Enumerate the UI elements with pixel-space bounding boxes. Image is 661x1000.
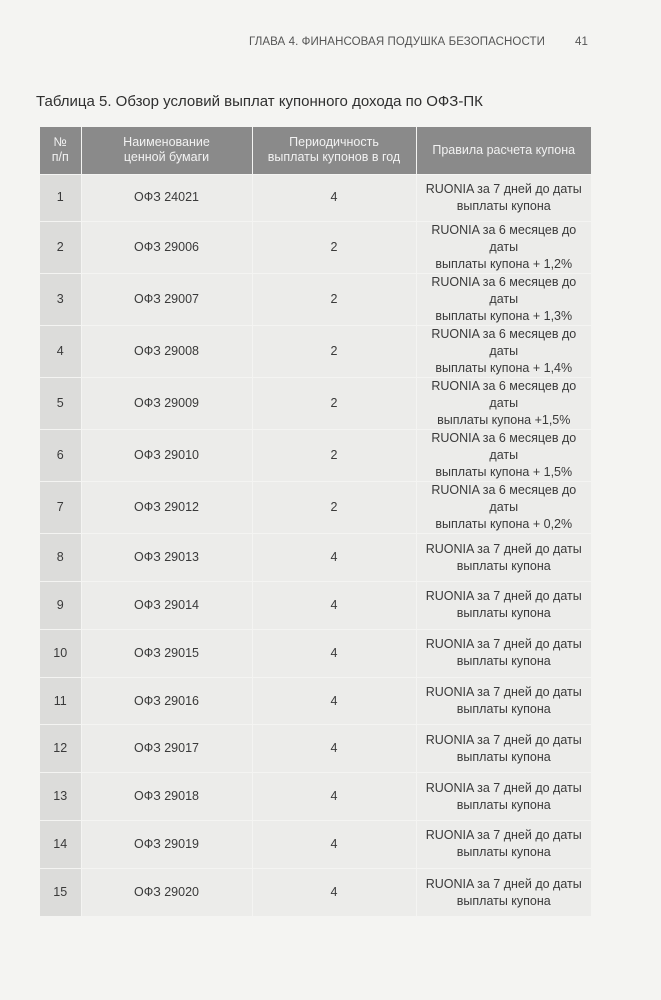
row-number: 8 (40, 534, 81, 582)
coupon-rule: RUONIA за 6 месяцев до даты выплаты купона + 0,2% (416, 482, 591, 534)
coupon-rule: RUONIA за 7 дней до даты выплаты купона (416, 534, 591, 582)
security-name: ОФЗ 29017 (81, 725, 252, 773)
security-name: ОФЗ 24021 (81, 174, 252, 222)
coupon-rule: RUONIA за 7 дней до даты выплаты купона (416, 868, 591, 916)
security-name: ОФЗ 29012 (81, 482, 252, 534)
running-head (249, 36, 588, 48)
row-number: 1 (40, 174, 81, 222)
row-number: 7 (40, 482, 81, 534)
table-row (40, 222, 591, 274)
table-row (40, 534, 591, 582)
coupon-rule: RUONIA за 7 дней до даты выплаты купона (416, 773, 591, 821)
payment-frequency: 4 (252, 629, 416, 677)
security-name: ОФЗ 29010 (81, 430, 252, 482)
security-name: ОФЗ 29018 (81, 773, 252, 821)
row-number: 11 (40, 677, 81, 725)
payment-frequency: 4 (252, 582, 416, 630)
table-body (40, 174, 591, 916)
row-number: 12 (40, 725, 81, 773)
security-name: ОФЗ 29014 (81, 582, 252, 630)
payment-frequency: 2 (252, 326, 416, 378)
table-row (40, 430, 591, 482)
header-number: № п/п (40, 127, 81, 174)
row-number: 10 (40, 629, 81, 677)
table-row (40, 174, 591, 222)
payment-frequency: 4 (252, 534, 416, 582)
payment-frequency: 2 (252, 274, 416, 326)
security-name: ОФЗ 29013 (81, 534, 252, 582)
table-row (40, 677, 591, 725)
table-header-row (40, 127, 591, 174)
payment-frequency: 2 (252, 482, 416, 534)
row-number: 15 (40, 868, 81, 916)
coupon-rule: RUONIA за 6 месяцев до даты выплаты купона + 1,5% (416, 430, 591, 482)
coupon-rule: RUONIA за 7 дней до даты выплаты купона (416, 582, 591, 630)
table-row (40, 868, 591, 916)
payment-frequency: 4 (252, 725, 416, 773)
table-caption: Таблица 5. Обзор условий выплат купонного дохода по ОФЗ-ПК (36, 93, 483, 110)
row-number: 9 (40, 582, 81, 630)
table-row (40, 582, 591, 630)
security-name: ОФЗ 29009 (81, 378, 252, 430)
chapter-title: ГЛАВА 4. ФИНАНСОВАЯ ПОДУШКА БЕЗОПАСНОСТИ (249, 36, 545, 48)
security-name: ОФЗ 29015 (81, 629, 252, 677)
coupon-table (40, 127, 591, 916)
table-row (40, 274, 591, 326)
table-row (40, 725, 591, 773)
row-number: 14 (40, 821, 81, 869)
security-name: ОФЗ 29016 (81, 677, 252, 725)
payment-frequency: 4 (252, 773, 416, 821)
row-number: 5 (40, 378, 81, 430)
security-name: ОФЗ 29019 (81, 821, 252, 869)
payment-frequency: 2 (252, 378, 416, 430)
coupon-rule: RUONIA за 7 дней до даты выплаты купона (416, 174, 591, 222)
header-coupon-rules: Правила расчета купона (416, 127, 591, 174)
row-number: 3 (40, 274, 81, 326)
coupon-rule: RUONIA за 6 месяцев до даты выплаты купона + 1,2% (416, 222, 591, 274)
security-name: ОФЗ 29006 (81, 222, 252, 274)
table-row (40, 629, 591, 677)
coupon-rule: RUONIA за 7 дней до даты выплаты купона (416, 677, 591, 725)
coupon-rule: RUONIA за 7 дней до даты выплаты купона (416, 629, 591, 677)
table-row (40, 773, 591, 821)
payment-frequency: 4 (252, 868, 416, 916)
payment-frequency: 2 (252, 222, 416, 274)
table-row (40, 821, 591, 869)
coupon-rule: RUONIA за 7 дней до даты выплаты купона (416, 725, 591, 773)
security-name: ОФЗ 29008 (81, 326, 252, 378)
coupon-rule: RUONIA за 6 месяцев до даты выплаты купона +1,5% (416, 378, 591, 430)
security-name: ОФЗ 29007 (81, 274, 252, 326)
payment-frequency: 4 (252, 174, 416, 222)
payment-frequency: 2 (252, 430, 416, 482)
header-frequency: Периодичность выплаты купонов в год (252, 127, 416, 174)
coupon-rule: RUONIA за 7 дней до даты выплаты купона (416, 821, 591, 869)
table-row (40, 482, 591, 534)
payment-frequency: 4 (252, 821, 416, 869)
page-number: 41 (575, 36, 588, 48)
table-row (40, 326, 591, 378)
row-number: 4 (40, 326, 81, 378)
row-number: 13 (40, 773, 81, 821)
payment-frequency: 4 (252, 677, 416, 725)
security-name: ОФЗ 29020 (81, 868, 252, 916)
table-row (40, 378, 591, 430)
header-security-name: Наименование ценной бумаги (81, 127, 252, 174)
row-number: 6 (40, 430, 81, 482)
coupon-rule: RUONIA за 6 месяцев до даты выплаты купона + 1,4% (416, 326, 591, 378)
row-number: 2 (40, 222, 81, 274)
coupon-rule: RUONIA за 6 месяцев до даты выплаты купона + 1,3% (416, 274, 591, 326)
